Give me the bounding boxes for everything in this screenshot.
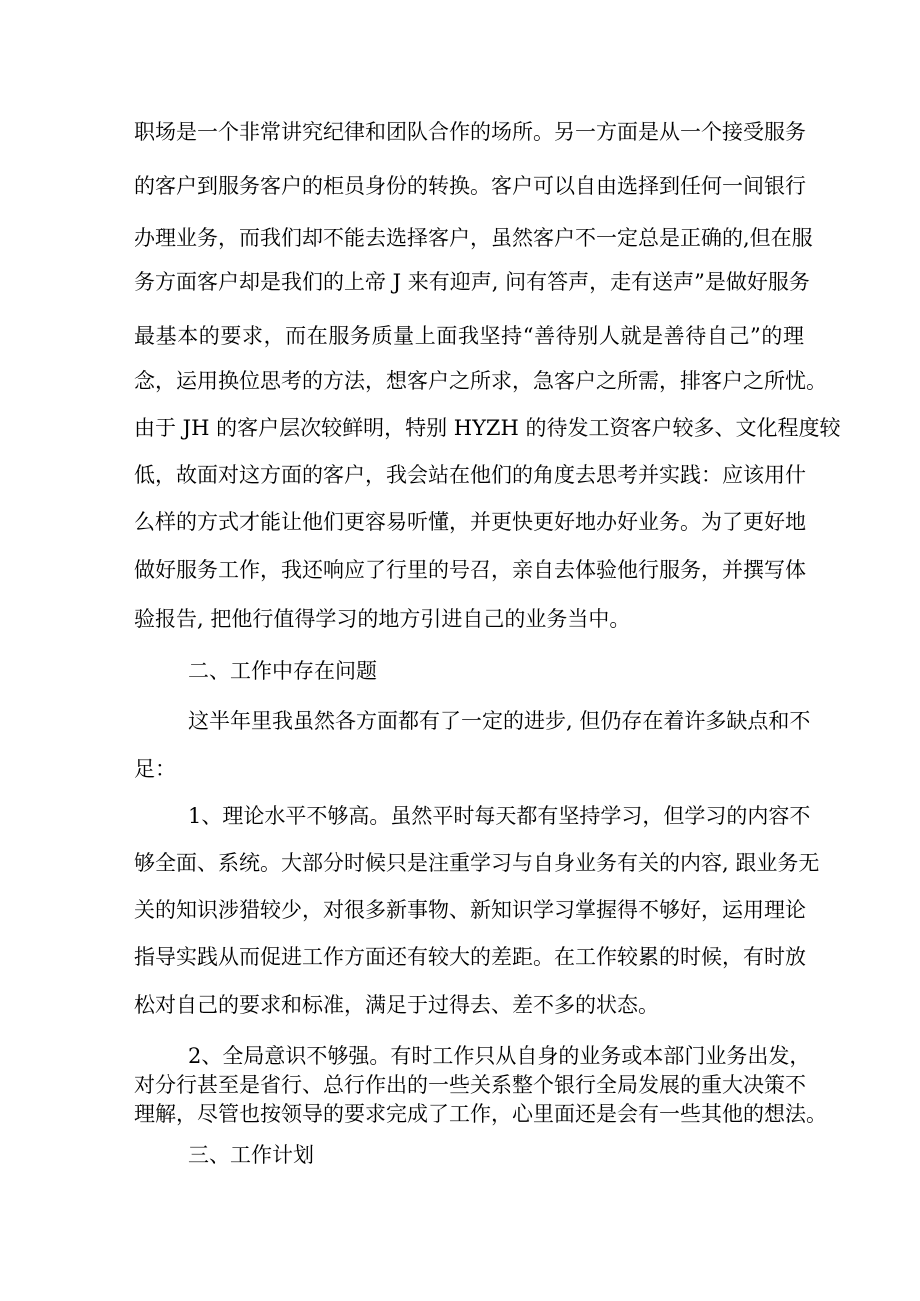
text-line: 2、全局意识不够强。有时工作只从自身的业务或本部门业务出发， [188,1044,811,1068]
text-line: 指导实践从而促进工作方面还有较大的差距。在工作较累的时候，有时放 [134,945,806,969]
text-line: 1、理论水平不够高。虽然平时每天都有坚持学习，但学习的内容不 [188,804,811,828]
text-line: 松对自己的要求和标准，满足于过得去、差不多的状态。 [134,993,659,1017]
text-line: 办理业务，而我们却不能去选择客户，虽然客户不一定总是正确的,但在服 [134,226,813,250]
section-heading-work-plan: 三、工作计划 [188,1143,314,1167]
text-line: 这半年里我虽然各方面都有了一定的进步, 但仍存在着许多缺点和不 [188,709,811,733]
text-line: 理解，尽管也按领导的要求完成了工作，心里面还是会有一些其他的想法。 [134,1102,827,1126]
text-line: 职场是一个非常讲究纪律和团队合作的场所。另一方面是从一个接受服务 [134,120,806,144]
text-line: 低，故面对这方面的客户，我会站在他们的角度去思考并实践：应该用什 [134,463,806,487]
text-line: 么样的方式才能让他们更容易听懂，并更快更好地办好业务。为了更好地 [134,510,806,534]
text-line: 由于 JH 的客户层次较鲜明，特别 HYZH 的待发工资客户较多、文化程度较 [134,416,841,440]
text-line: 最基本的要求，而在服务质量上面我坚持“善待别人就是善待自己”的理 [134,324,804,348]
text-line: 关的知识涉猎较少，对很多新事物、新知识学习掌握得不够好，运用理论 [134,898,806,922]
text-line: 足： [134,757,176,781]
text-line: 做好服务工作，我还响应了行里的号召，亲自去体验他行服务，并撰写体 [134,558,806,582]
section-heading-problems: 二、工作中存在问题 [188,659,377,683]
text-line: 够全面、系统。大部分时候只是注重学习与自身业务有关的内容, 跟业务无 [134,851,820,875]
text-line: 念，运用换位思考的方法，想客户之所求，急客户之所需，排客户之所忧。 [134,369,827,393]
text-line: 验报告, 把他行值得学习的地方引进自己的业务当中。 [134,607,631,631]
text-line: 对分行甚至是省行、总行作出的一些关系整个银行全局发展的重大决策不 [134,1073,806,1097]
text-line: 的客户到服务客户的柜员身份的转换。客户可以自由选择到任何一间银行 [134,174,806,198]
text-line: 务方面客户却是我们的上帝 J 来有迎声, 问有答声，走有送声”是做好服务 [134,270,810,294]
